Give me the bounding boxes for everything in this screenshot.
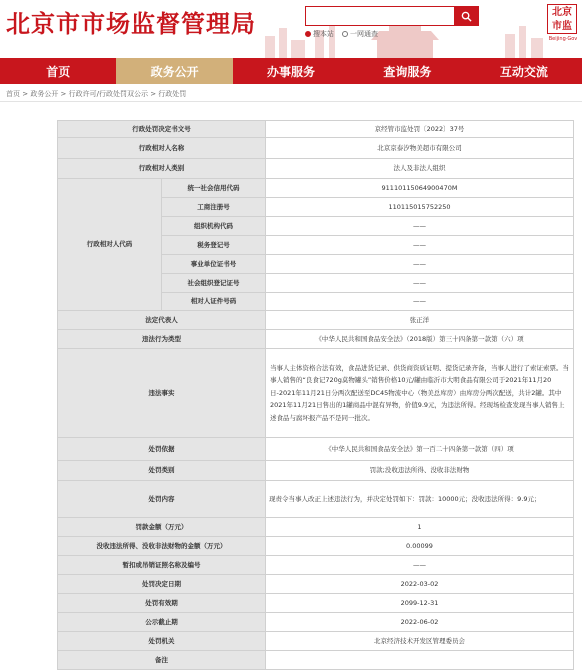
row-label: 行政相对人名称 <box>58 138 266 159</box>
table-row <box>58 311 574 330</box>
sub-label: 相对人证件号码 <box>162 293 266 311</box>
sub-label: 工商注册号 <box>162 198 266 217</box>
main-nav <box>0 58 582 84</box>
credit-code: 91110115064900470M <box>266 179 574 198</box>
logo-char: 监 <box>562 20 572 32</box>
penalty-detail-table <box>57 120 574 670</box>
table-row <box>58 138 574 159</box>
suspended-license: —— <box>266 556 574 575</box>
party-name: 北京京泰汐物美超市有限公司 <box>266 138 574 159</box>
table-row <box>58 518 574 537</box>
legal-representative: 张正洋 <box>266 311 574 330</box>
breadcrumb: 首页 > 政务公开 > 行政许可/行政处罚双公示 > 行政处罚 <box>6 90 187 98</box>
radio-search-site[interactable] <box>305 29 334 39</box>
table-row <box>58 481 574 518</box>
nav-item-services[interactable]: 办事服务 <box>267 64 316 79</box>
row-label: 行政处罚决定书文号 <box>58 121 266 138</box>
tax-number: —— <box>266 236 574 255</box>
table-row <box>58 575 574 594</box>
table-row <box>58 651 574 670</box>
site-header <box>0 0 582 58</box>
radio-search-net-label: 一网通查 <box>350 30 378 38</box>
nav-item-query[interactable]: 查询服务 <box>383 64 432 79</box>
row-label: 行政相对人类别 <box>58 159 266 179</box>
social-org-cert: —— <box>266 274 574 293</box>
row-label: 处罚依据 <box>58 438 266 461</box>
site-title: 北京市市场监督管理局 <box>6 9 256 38</box>
violation-type: 《中华人民共和国食品安全法》（2018版）第三十四条第一款第（六）项 <box>266 330 574 349</box>
table-row <box>58 349 574 438</box>
row-label: 公示截止期 <box>58 613 266 632</box>
table-row <box>58 179 574 198</box>
search-input[interactable] <box>305 6 479 26</box>
table-row <box>58 594 574 613</box>
institution-cert: —— <box>266 255 574 274</box>
row-label: 罚款金额（万元） <box>58 518 266 537</box>
bureau-seal-logo <box>547 4 577 34</box>
decision-date: 2022-03-02 <box>266 575 574 594</box>
publish-until: 2022-06-02 <box>266 613 574 632</box>
table-row <box>58 121 574 138</box>
penalty-category: 罚款;没收违法所得、没收非法财物 <box>266 461 574 481</box>
row-label: 处罚有效期 <box>58 594 266 613</box>
nav-item-interaction[interactable]: 互动交流 <box>499 64 548 79</box>
nav-item-gov-affairs[interactable]: 政务公开 <box>116 58 232 84</box>
party-type: 法人及非法人组织 <box>266 159 574 179</box>
penalty-basis: 《中华人民共和国食品安全法》第一百二十四条第一款第（四）项 <box>266 438 574 461</box>
decision-number: 京经管市监处罚〔2022〕37号 <box>266 121 574 138</box>
org-code: —— <box>266 217 574 236</box>
table-row <box>58 159 574 179</box>
row-label: 暂扣或吊销证照名称及编号 <box>58 556 266 575</box>
search-scope <box>305 29 378 39</box>
sub-label: 税务登记号 <box>162 236 266 255</box>
remark <box>266 651 574 670</box>
row-label: 法定代表人 <box>58 311 266 330</box>
radio-search-net[interactable] <box>342 29 378 39</box>
registration-number: 110115015752250 <box>266 198 574 217</box>
id-number: —— <box>266 293 574 311</box>
logo-char: 北 <box>552 6 562 18</box>
logo-subtitle: Beijing·Gov <box>548 36 578 42</box>
row-label: 违法行为类型 <box>58 330 266 349</box>
table-row <box>58 632 574 651</box>
logo-char: 京 <box>562 6 572 18</box>
sub-label: 事业单位证书号 <box>162 255 266 274</box>
sub-label: 组织机构代码 <box>162 217 266 236</box>
violation-facts: 当事人主体资格合法有效，食品进货记录、供货商资质证明、提货记录齐备，当事人进行了索证索票。当事人销售的“良食记720g莫物罐头”销售价格10元/罐由临沂市大明食品有限公司于2021年11月20日-2021年11月21日分两次配送至DC45物流中心（物美总库房）由库房分两次配送，共计2罐。其中2021年11月21日售出的1罐商品中混有异物，价值9.9元，为违法所得。经现场检查发现当事人销售上述食品与腐坏报产品不是同一批次。 <box>266 349 574 438</box>
row-label: 处罚决定日期 <box>58 575 266 594</box>
table-row <box>58 537 574 556</box>
search-icon <box>461 11 472 22</box>
radio-checked-icon <box>305 31 311 37</box>
row-label: 没收违法所得、没收非法财物的金额（万元） <box>58 537 266 556</box>
radio-search-site-label: 搜本站 <box>313 30 334 38</box>
table-row <box>58 438 574 461</box>
fine-amount: 1 <box>266 518 574 537</box>
table-row <box>58 556 574 575</box>
row-label: 行政相对人代码 <box>58 179 162 311</box>
divider <box>0 101 582 102</box>
valid-until: 2099-12-31 <box>266 594 574 613</box>
sub-label: 社会组织登记证号 <box>162 274 266 293</box>
table-row <box>58 461 574 481</box>
table-row <box>58 613 574 632</box>
search-button[interactable] <box>454 7 478 25</box>
row-label: 违法事实 <box>58 349 266 438</box>
penalty-authority: 北京经济技术开发区管理委员会 <box>266 632 574 651</box>
radio-unchecked-icon <box>342 31 348 37</box>
row-label: 处罚内容 <box>58 481 266 518</box>
row-label: 备注 <box>58 651 266 670</box>
penalty-content: 现责令当事人改正上述违法行为，并决定处罚如下：罚款：10000元；没收违法所得：9.9元； <box>266 481 574 518</box>
logo-char: 市 <box>552 20 562 32</box>
row-label: 处罚类别 <box>58 461 266 481</box>
table-row <box>58 330 574 349</box>
sub-label: 统一社会信用代码 <box>162 179 266 198</box>
nav-item-home[interactable]: 首页 <box>46 64 71 79</box>
row-label: 处罚机关 <box>58 632 266 651</box>
confiscated-amount: 0.00099 <box>266 537 574 556</box>
